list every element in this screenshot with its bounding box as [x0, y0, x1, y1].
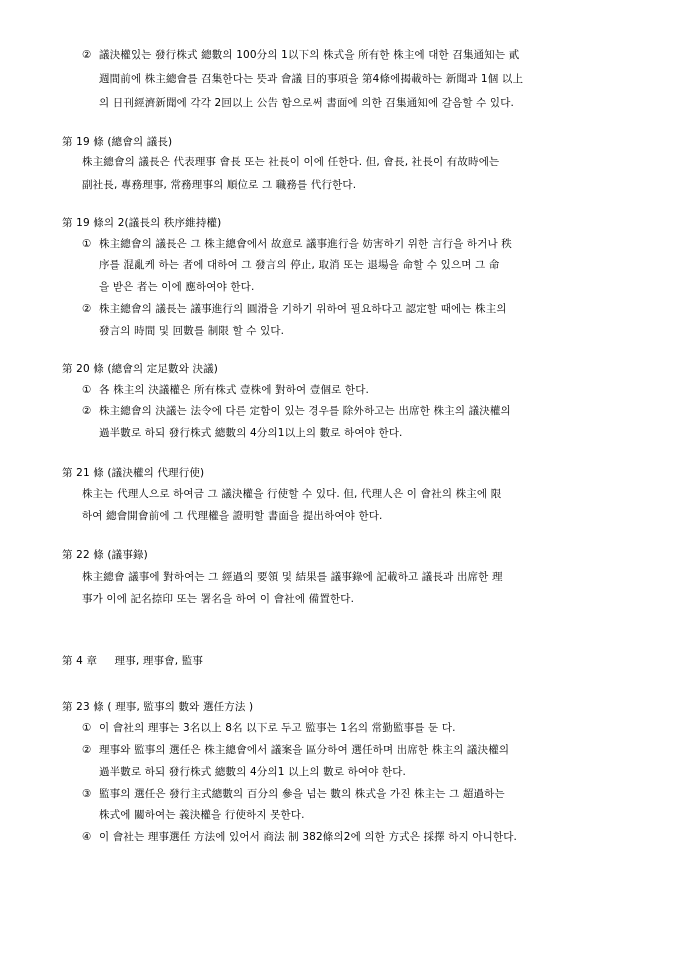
article-heading: 第 20 條 (總會의 定足數와 決議)	[62, 363, 219, 375]
article-text: 株主는 代理人으로 하여금 그 議決權을 行使할 수 있다. 但, 代理人은 이 會社의 株主에 限	[82, 488, 502, 500]
list-item-line: ① 株主總會의 議長은 그 株主總會에서 故意로 議事進行을 妨害하기 위한 言行을 하거나 秩	[82, 238, 512, 250]
item-marker: ①	[82, 722, 92, 734]
article-text: 株主總會 議事에 對하여는 그 經過의 要領 및 結果를 議事錄에 記載하고 議長과 出席한 理	[82, 571, 503, 583]
item-marker: ①	[82, 384, 92, 396]
list-item-line: 週間前에 株主總會를 召集한다는 뜻과 會議 目的事項을 第4條에揭載하는 新聞과 1個 以上	[99, 73, 524, 85]
item-marker: ②	[82, 49, 92, 61]
list-item-line: ④ 이 會社는 理事選任 方法에 있어서 商法 制 382條의2에 의한 方式은 採擇 하지 아니한다.	[82, 831, 518, 843]
article-text: 事가 이에 記名捺印 또는 署名을 하여 이 會社에 備置한다.	[82, 593, 355, 605]
item-marker: ④	[82, 831, 92, 843]
chapter-heading: 第 4 章 理事, 理事會, 監事	[62, 655, 204, 667]
item-marker: ①	[82, 238, 92, 250]
list-item-line: ② 議決權있는 發行株式 總數의 100分의 1以下의 株式을 所有한 株主에 대한 召集通知는 貳	[82, 49, 520, 61]
article-text: 株主總會의 議長은 代表理事 會長 또는 社長이 이에 任한다. 但, 會長, 社長이 有故時에는	[82, 156, 500, 168]
item-marker: ②	[82, 405, 92, 417]
list-item-line: 過半數로 하되 發行株式 總數의 4分의1以上의 數로 하여야 한다.	[99, 427, 403, 439]
article-heading: 第 19 條 (總會의 議長)	[62, 136, 173, 148]
list-item-line: 의 日刊經濟新聞에 각각 2回以上 公告 함으로써 書面에 의한 召集通知에 갈음할 수 있다.	[99, 97, 515, 109]
list-item-line: ① 各 株主의 決議權은 所有株式 壹株에 對하여 壹個로 한다.	[82, 384, 369, 396]
article-text: 副社長, 專務理事, 常務理事의 順位로 그 職務를 代行한다.	[82, 179, 357, 191]
list-item-line: ② 株主總會의 決議는 法令에 다른 定함이 있는 경우를 除外하고는 出席한 株主의 議決權의	[82, 405, 511, 417]
list-item-line: 을 받은 者는 이에 應하여야 한다.	[99, 281, 255, 293]
article-text: 하여 總會開會前에 그 代理權을 證明할 書面을 提出하여야 한다.	[82, 510, 383, 522]
list-item-line: 過半數로 하되 發行株式 總數의 4分의1 以上의 數로 하여야 한다.	[99, 766, 407, 778]
list-item-line: ③ 監事의 選任은 發行主式總數의 百分의 參을 넘는 數의 株式을 가진 株主는 그 超過하는	[82, 788, 505, 800]
article-heading: 第 22 條 (議事錄)	[62, 549, 148, 561]
list-item-line: ② 理事와 監事의 選任은 株主總會에서 議案을 區分하여 選任하며 出席한 株主의 議決權의	[82, 744, 510, 756]
item-marker: ②	[82, 303, 92, 315]
list-item-line: 序를 混亂케 하는 者에 대하여 그 發言의 停止, 取消 또는 退場을 命할 수 있으며 그 命	[99, 259, 500, 271]
article-heading: 第 19 條의 2(議長의 秩序維持權)	[62, 217, 222, 229]
article-heading: 第 23 條 ( 理事, 監事의 數와 選任方法 )	[62, 701, 254, 713]
list-item-line: ① 이 會社의 理事는 3名以上 8名 以下로 두고 監事는 1名의 常勤監事를 둔 다.	[82, 722, 456, 734]
list-item-line: ② 株主總會의 議長는 議事進行의 圓滑을 기하기 위하여 필요하다고 認定할 때에는 株主의	[82, 303, 507, 315]
list-item-line: 發言의 時間 및 回數를 制限 할 수 있다.	[99, 325, 285, 337]
article-heading: 第 21 條 (議決權의 代理行使)	[62, 467, 205, 479]
item-marker: ③	[82, 788, 92, 800]
item-marker: ②	[82, 744, 92, 756]
list-item-line: 株式에 關하여는 義決權을 行使하지 못한다.	[99, 809, 305, 821]
